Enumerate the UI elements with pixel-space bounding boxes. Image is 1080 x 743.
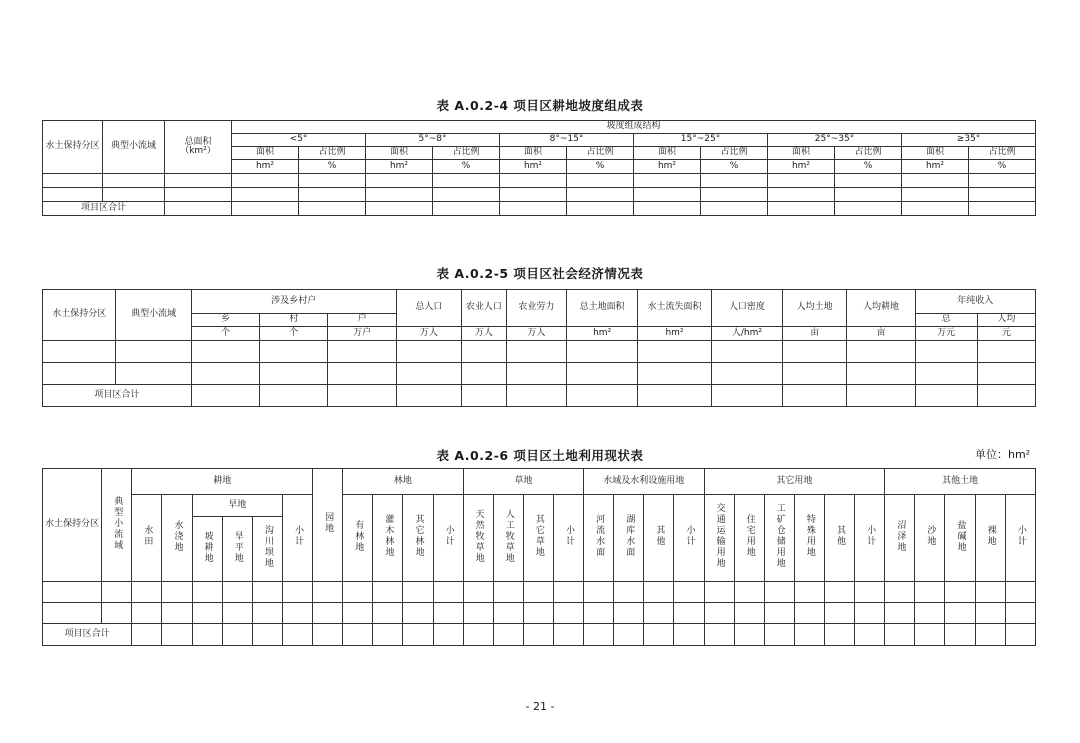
table6-unit: 单位：hm² <box>975 448 1031 461</box>
slope-group-header: 坡度组成结构 <box>232 121 1036 134</box>
unit-income-total: 万元 <box>915 327 977 341</box>
col-water-2 <box>614 495 644 582</box>
col-other-subtotal <box>855 495 885 582</box>
col-erosion-area: 水土流失面积 <box>638 290 711 327</box>
forest-2-label: 灌木林地 <box>383 514 394 559</box>
table-row <box>43 582 1036 603</box>
slope-farm-label: 坡耕地 <box>202 530 213 564</box>
sub-area: 面积 <box>902 147 969 160</box>
grass-group-header: 草地 <box>463 469 583 495</box>
col-slope-farm <box>192 517 222 582</box>
col-zone: 水土保持分区 <box>43 121 103 174</box>
col-land-subtotal <box>1005 495 1035 582</box>
watershed-label: 典型小流域 <box>112 495 123 551</box>
total-label: 项目区合计 <box>43 624 132 646</box>
unit-density: 人/hm² <box>711 327 782 341</box>
col-land-2 <box>915 495 945 582</box>
unit-area: hm² <box>366 160 433 174</box>
other-subtotal-label: 小计 <box>865 525 876 548</box>
sub-town: 乡 <box>191 314 259 327</box>
towns-group-header: 涉及乡村户 <box>191 290 396 314</box>
unit-area: hm² <box>902 160 969 174</box>
col-population: 总人口 <box>396 290 461 327</box>
other-1-label: 交通运输用地 <box>714 503 725 570</box>
col-forest-3 <box>403 495 433 582</box>
dryland-group-header: 旱地 <box>192 495 282 517</box>
page-number: - 21 - <box>525 700 555 713</box>
table-row <box>43 363 1036 385</box>
unit-agri-labor: 万人 <box>506 327 566 341</box>
col-grass-subtotal <box>553 495 583 582</box>
sub-ratio: 占比例 <box>567 147 634 160</box>
sub-village: 村 <box>260 314 328 327</box>
unit-household: 万户 <box>328 327 396 341</box>
income-group-header: 年纯收入 <box>915 290 1035 314</box>
grass-subtotal-label: 小计 <box>564 525 575 548</box>
water-group-header: 水域及水利设施用地 <box>584 469 704 495</box>
col-agri-labor: 农业劳力 <box>506 290 566 327</box>
farmland-group-header: 耕地 <box>132 469 313 495</box>
unit-ratio: % <box>835 160 902 174</box>
col-other-2 <box>734 495 764 582</box>
table-total-row <box>43 385 1036 407</box>
water-3-label: 其他 <box>654 525 665 548</box>
col-water-subtotal <box>674 495 704 582</box>
sub-area: 面积 <box>768 147 835 160</box>
col-other-3 <box>764 495 794 582</box>
table-total-row <box>43 202 1036 216</box>
grass-1-label: 天然牧草地 <box>473 508 484 564</box>
col-density: 人口密度 <box>711 290 782 327</box>
water-subtotal-label: 小计 <box>684 525 695 548</box>
sub-ratio: 占比例 <box>835 147 902 160</box>
unit-village: 个 <box>260 327 328 341</box>
col-other-4 <box>794 495 824 582</box>
col-agri-pop: 农业人口 <box>461 290 506 327</box>
col-forest-1 <box>343 495 373 582</box>
slope-range: 25°~35° <box>768 134 902 147</box>
forest-1-label: 有林地 <box>353 519 364 553</box>
col-farm-subtotal <box>282 495 312 582</box>
total-label: 项目区合计 <box>43 202 165 216</box>
col-watershed <box>102 469 132 582</box>
sub-area: 面积 <box>232 147 299 160</box>
other-land-group-header: 其他土地 <box>885 469 1036 495</box>
unit-ratio: % <box>969 160 1036 174</box>
slope-range: 15°~25° <box>634 134 768 147</box>
col-farm-per-capita: 人均耕地 <box>847 290 915 327</box>
unit-ratio: % <box>567 160 634 174</box>
table5-title: 表 A.0.2-5 项目区社会经济情况表 <box>436 266 644 281</box>
unit-ratio: % <box>299 160 366 174</box>
unit-farm-per-capita: 亩 <box>847 327 915 341</box>
col-watershed: 典型小流域 <box>116 290 191 341</box>
unit-town: 个 <box>191 327 259 341</box>
forest-group-header: 林地 <box>343 469 463 495</box>
col-forest-2 <box>373 495 403 582</box>
table-total-row <box>43 624 1036 646</box>
slope-range: <5° <box>232 134 366 147</box>
col-grass-2 <box>493 495 523 582</box>
col-forest-subtotal <box>433 495 463 582</box>
farm-subtotal-label: 小计 <box>292 525 303 548</box>
land-3-label: 盐碱地 <box>955 519 966 553</box>
grass-3-label: 其它草地 <box>533 514 544 559</box>
sub-area: 面积 <box>366 147 433 160</box>
unit-area: hm² <box>232 160 299 174</box>
col-grass-1 <box>463 495 493 582</box>
orchard-label: 园地 <box>323 512 334 535</box>
unit-erosion-area: hm² <box>638 327 711 341</box>
col-total-area <box>165 121 232 174</box>
water-2-label: 湖库水面 <box>624 514 635 559</box>
other-5-label: 其他 <box>835 525 846 548</box>
col-water-3 <box>644 495 674 582</box>
col-dam-farm <box>252 517 282 582</box>
table5-socioeconomic <box>42 289 1036 407</box>
col-water-1 <box>584 495 614 582</box>
unit-land-per-capita: 亩 <box>783 327 847 341</box>
unit-area: hm² <box>634 160 701 174</box>
col-flat-farm <box>222 517 252 582</box>
col-orchard <box>313 469 343 582</box>
col-other-1 <box>704 495 734 582</box>
col-irrigated <box>162 495 192 582</box>
dam-farm-label: 沟川坝地 <box>262 525 273 570</box>
other-4-label: 特殊用地 <box>804 514 815 559</box>
col-zone: 水土保持分区 <box>43 469 102 582</box>
sub-income-total: 总 <box>915 314 977 327</box>
col-zone: 水土保持分区 <box>43 290 116 341</box>
table6-title: 表 A.0.2-6 项目区土地利用现状表 <box>436 448 644 463</box>
col-land-1 <box>885 495 915 582</box>
col-land-per-capita: 人均土地 <box>783 290 847 327</box>
col-paddy <box>132 495 162 582</box>
water-1-label: 河流水面 <box>594 514 605 559</box>
flat-farm-label: 旱平地 <box>232 530 243 564</box>
table4-title: 表 A.0.2-4 项目区耕地坡度组成表 <box>436 98 644 113</box>
unit-ratio: % <box>701 160 768 174</box>
sub-area: 面积 <box>634 147 701 160</box>
table-row <box>43 174 1036 188</box>
forest-3-label: 其它林地 <box>413 514 424 559</box>
grass-2-label: 人工牧草地 <box>503 508 514 564</box>
table6-land-use <box>42 468 1036 646</box>
other-use-group-header: 其它用地 <box>704 469 885 495</box>
land-subtotal-label: 小计 <box>1015 525 1026 548</box>
unit-area: hm² <box>768 160 835 174</box>
unit-agri-pop: 万人 <box>461 327 506 341</box>
sub-ratio: 占比例 <box>969 147 1036 160</box>
sub-ratio: 占比例 <box>433 147 500 160</box>
table-row <box>43 603 1036 624</box>
land-2-label: 沙地 <box>925 525 936 548</box>
unit-land-area: hm² <box>566 327 637 341</box>
sub-income-per-capita: 人均 <box>977 314 1035 327</box>
slope-range: 8°~15° <box>500 134 634 147</box>
col-land-4 <box>975 495 1005 582</box>
slope-range: 5°~8° <box>366 134 500 147</box>
sub-area: 面积 <box>500 147 567 160</box>
other-3-label: 工矿仓储用地 <box>774 503 785 570</box>
col-land-3 <box>945 495 975 582</box>
unit-ratio: % <box>433 160 500 174</box>
col-grass-3 <box>523 495 553 582</box>
slope-range: ≥35° <box>902 134 1036 147</box>
col-watershed: 典型小流域 <box>103 121 165 174</box>
table4-slope-composition <box>42 120 1036 216</box>
total-label: 项目区合计 <box>43 385 192 407</box>
table-row <box>43 341 1036 363</box>
land-4-label: 裸地 <box>985 525 996 548</box>
sub-ratio: 占比例 <box>299 147 366 160</box>
total-area-unit: （km²） <box>180 146 216 156</box>
table-row <box>43 188 1036 202</box>
irrigated-label: 水浇地 <box>172 519 183 553</box>
land-1-label: 沼泽地 <box>895 519 906 553</box>
col-other-5 <box>824 495 854 582</box>
total-area-label: 总面积 <box>184 136 212 147</box>
unit-population: 万人 <box>396 327 461 341</box>
unit-area: hm² <box>500 160 567 174</box>
sub-ratio: 占比例 <box>701 147 768 160</box>
other-2-label: 住宅用地 <box>744 514 755 559</box>
unit-income-per-capita: 元 <box>977 327 1035 341</box>
forest-subtotal-label: 小计 <box>443 525 454 548</box>
sub-household: 户 <box>328 314 396 327</box>
col-land-area: 总土地面积 <box>566 290 637 327</box>
paddy-label: 水田 <box>142 525 153 548</box>
